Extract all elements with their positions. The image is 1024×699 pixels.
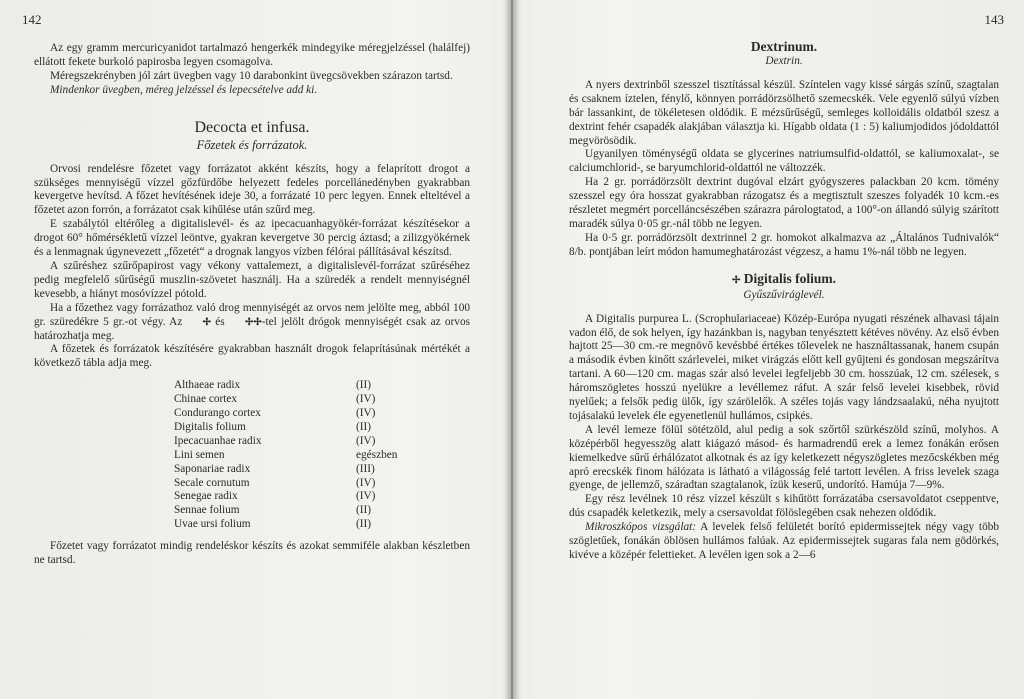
grade-cell: (IV) [356, 434, 376, 447]
grade-cell: (IV) [356, 407, 376, 420]
paragraph [34, 302, 470, 344]
paragraph: Orvosi rendelésre főzetet vagy forrázatot akként készíts, hogy a felaprított drogot a szükséges mennyiségű vízzel gőzfürdőbe helyezett fedeles porcellánedényben gyakrabban kevergetve hevítsd. A főzet hevítésének ideje 30, a forrázaté 10 perc legyen. Ennek elteltével a főzetet azon forrón, a forrázatot csak kihűlése után szűrd meg. [34, 162, 470, 217]
left-page [0, 0, 505, 699]
page-number-right: 143 [984, 12, 1004, 27]
paragraph: Ugyanilyen töménységű oldata se glycerines natriumsulfid-oldattól, se kaliumoxalat-, se calciumchlorid-, se baryumchlorid-oldattól ne változzék. [569, 148, 999, 175]
paragraph [569, 521, 999, 563]
left-page-text [34, 42, 470, 568]
table-row [174, 407, 397, 421]
grade-cell: (IV) [356, 393, 376, 406]
page-number-left: 142 [22, 12, 42, 27]
section-heading-text: Digitalis folium. [743, 270, 837, 286]
drug-name-cell: Secale cornutum [174, 476, 250, 489]
section-heading: Decocta et infusa. [194, 118, 310, 136]
drug-name-cell: Ipecacuanhae radix [174, 434, 262, 447]
section-subheading: Főzetek és forrázatok. [196, 137, 308, 152]
paragraph: Főzetet vagy forrázatot mindig rendeléskor készíts és azokat semmiféle alakban készletben ne tartsd. [34, 540, 470, 567]
drug-name-cell: Saponariae radix [174, 462, 251, 475]
grade-cell: (IV) [356, 490, 376, 503]
paragraph: Egy rész levélnek 10 rész vízzel készült s kihűtött forrázatába csersavoldatot cseppentve, dús csapadék keletkezik, mely a csersavoldat fölöslegében csak nehezen oldódik. [569, 493, 999, 520]
grade-cell: egészben [356, 448, 398, 461]
paragraph-part: -tel jelölt drógok mennyiségét csak az orvos határozhatja meg. [34, 315, 470, 342]
table-row [174, 421, 397, 435]
drug-name-cell: Althaeae radix [174, 379, 241, 392]
paragraph-italic: Mindenkor üvegben, méreg jelzéssel és lepecsételve add ki. [50, 83, 318, 96]
paragraph: A Digitalis purpurea L. (Scrophulariaceae) Közép-Európa nyugati részének alhavasi tájain vadon élő, de sok helyen, így hazánkban is, nagyban tenyésztett kétéves növény. Az első évben hajtott 25—30 cm.-re megnövő kevésbbé értékes tőlevelek ne használtassanak, hanem csupán a második évben kinőtt szárlevelei, miket virágzás előtt kell gyűjteni és gondosan megszárítva tartani. A 60—120 cm. magas szár alsó levelei legfeljebb 30 cm. hosszúak, 12 cm. szélesek, s háromszögletes hosszú nyelükre a levéllemez ráfut. A szár felső levelei kisebbek, rövid nyelűek; a felsők pedig ülők, így szárölelők. A széles tojás vagy lándzsaalakú, néha nyujtott tojásalakú levelek éle egyenetlenül hullámos, csipkés. [569, 312, 999, 422]
paragraph: Az egy gramm mercuricyanidot tartalmazó hengerkék mindegyike méregjelzéssel (halálfej) ellátott fekete burkoló papirosba legyen csomagolva. [34, 42, 470, 68]
section-heading: Dextrinum. [750, 39, 818, 54]
section-subheading: Gyűszűviráglevél. [743, 288, 825, 301]
drug-name-cell: Lini semen [174, 448, 225, 461]
drug-name-cell: Chinae cortex [174, 393, 238, 406]
table-row [174, 463, 397, 477]
grade-cell: (II) [356, 379, 372, 392]
double-cross-icon: ✢✢ [244, 316, 262, 328]
grade-cell: (II) [356, 518, 372, 531]
right-page-text [569, 38, 999, 563]
table-row [174, 393, 397, 407]
paragraph: A szűréshez szűrőpapirost vagy vékony vattalemezt, a digitalislevél-forrázat szűréséhez pedig megfelelő sűrűségű muszlin-szövetet használj. Ha a szüredék a rendelt mennyiségnél kevesebb, a hiányt mosóvízzel pótold. [34, 259, 470, 300]
grade-cell: (II) [356, 420, 372, 433]
table-row [174, 518, 397, 532]
cross-icon: ✢ [202, 316, 211, 328]
table-row [174, 449, 397, 463]
drug-name-cell: Condurango cortex [174, 407, 261, 420]
right-page [519, 0, 1024, 699]
section-subheading: Dextrin. [765, 55, 803, 67]
book-gutter-line [511, 0, 513, 699]
table-row [174, 477, 397, 491]
paragraph-part: és [215, 315, 225, 328]
paragraph: Méregszekrényben jól zárt üvegben vagy 10 darabonkint üvegcsövekben szárazon tartsd. [50, 69, 453, 82]
paragraph: Ha 2 gr. porrádörzsölt dextrint dugóval elzárt gyógyszeres palackban 20 kcm. tömény szesszel egy óra hosszat gyakrabban rázogatsz és a megtisztult szeszes folyadék 10 kcm.-es részletet megmért porcelláncsészében szárazra párologtatod, a 100°-on állandó súlyig szárított maradék súlya 0·05 gr.-nál több ne legyen. [569, 176, 999, 230]
paragraph: E szabálytól eltérőleg a digitalislevél- és az ipecacuanhagyökér-forrázat készítésekor a drogot 60° hőmérsékletű vízzel leöntve, gyakran kevergetve 30 percig áztasd; a zilizgyökérnek és a lenmagnak úgynevezett „főzetét“ a drognak langyos vízben félórai pállításával készítsd. [34, 218, 470, 259]
drug-name-cell: Senegae radix [174, 490, 238, 503]
drug-name-cell: Digitalis folium [174, 420, 246, 433]
table-row [174, 504, 397, 518]
paragraph-label: Mikroszkópos vizsgálat: [585, 521, 697, 534]
grade-cell: (III) [356, 462, 375, 475]
paragraph-part: A levelek felső felületét borító epidermissejtek négy vagy több szögletűek, fonákán öblösen hullámos falúak. Az epidermissejtek sugaras fala nem gödörkés, kivéve a középér felettieket. A levélen igen sok a 2—6 [569, 521, 1000, 561]
section-heading [569, 270, 999, 289]
table-row [174, 379, 397, 393]
paragraph: A főzetek és forrázatok készítésére gyakrabban használt drogok felaprításúnak mértékét a következő tábla adja meg. [34, 343, 470, 370]
drug-name-cell: Sennae folium [174, 504, 240, 517]
cross-icon: ✢ [731, 274, 741, 286]
table-row [174, 490, 397, 504]
table-row [174, 435, 397, 449]
drug-name-cell: Uvae ursi folium [174, 518, 251, 531]
paragraph: Ha 0·5 gr. porrádörzsölt dextrinnel 2 gr. homokot alkalmazva az „Általános Tudnivalók“ 8/b. pontjában leírt módon hamumeghatározást végzesz, a hamu 1%-nál több ne legyen. [569, 231, 999, 258]
drug-table [174, 379, 397, 532]
grade-cell: (II) [356, 504, 372, 517]
paragraph: A nyers dextrinből szesszel tisztítással készül. Színtelen vagy kissé sárgás színű, szagtalan és csaknem íztelen, fénylő, könnyen porrádörzsölhető szemecskék. Vele egyenlő súlyú vízben bár lassankint, de tökéletesen oldódik. E mézsűrűségű, semleges kolloidális oldatból szesz a dextrint fehér csapadék alakjában választja ki. Hígabb oldata (1 : 5) kaliumjodidos jódoldattól megvörösödik. [569, 78, 999, 147]
paragraph: A levél lemeze fölül sötétzöld, alul pedig a sok szőrtől szürkészöld színű, molyhos. A középérből hegyesszög alatt kiágazó másod- és harmadrendű erek a lemez fonákán erősen kiemelkedve sűrű érhálózatot alkotnak és az így keletkezett négyszögletes mezőcskékben még apró erecskék finom hálózata is látható a világosság felé tartott levélen. A friss levelek szaga gyenge, de jellemző, száradtan szagtalanok, ízük keserű, undorító. Hamúja 7—9%. [569, 423, 999, 492]
grade-cell: (IV) [356, 476, 376, 489]
paragraph-part: Ha a főzethez vagy forrázathoz való drog mennyiségét az orvos nem jelölte meg, abból 100 gr. szüredékre 5 gr.-ot végy. Az [34, 301, 470, 328]
